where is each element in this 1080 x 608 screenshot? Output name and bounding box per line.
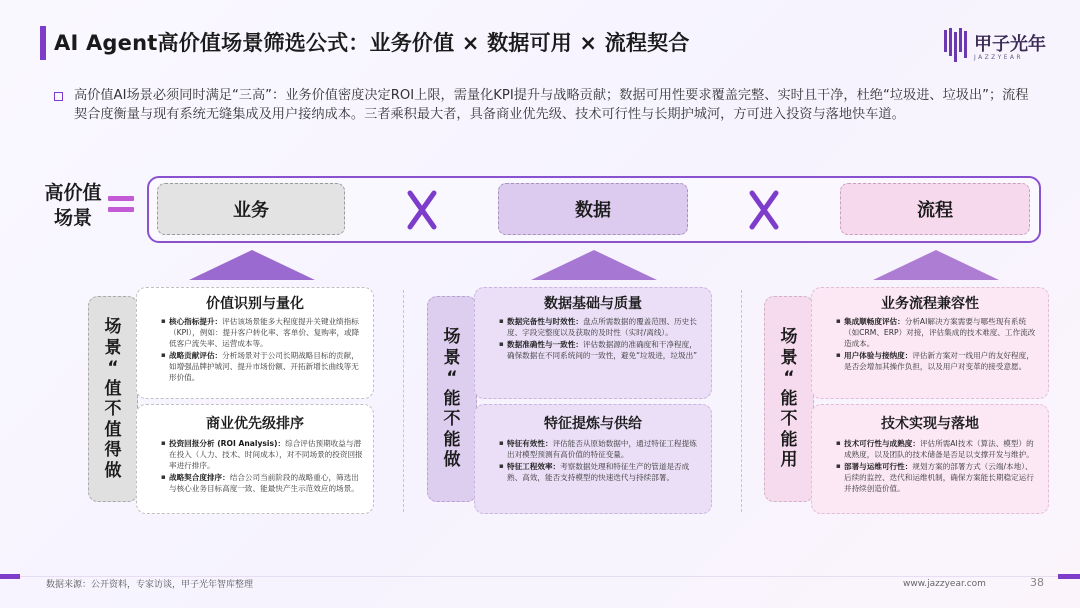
- page-title: AI Agent高价值场景筛选公式：业务价值 × 数据可用 × 流程契合: [54, 31, 690, 55]
- side-label-char: 做: [443, 450, 461, 471]
- list-item: [499, 316, 701, 338]
- list-item: [499, 438, 701, 460]
- list-item: [161, 316, 363, 349]
- card-body: [499, 316, 701, 362]
- item-text: 盘点所需数据的覆盖范围、历史长度、字段完整度以及获取的及时性（实时/离线）。: [507, 317, 697, 337]
- factor-data: 数据: [498, 183, 688, 235]
- item-head: 数据完备性与时效性：: [507, 317, 583, 326]
- column-side-label: [427, 296, 477, 502]
- footer-accent: [1058, 574, 1080, 579]
- item-text: 考察数据处理和特征生产的管道是否成熟、高效，能否支持模型的快速迭代与持续部署。: [507, 462, 690, 482]
- card-tech-implementation: [811, 404, 1049, 514]
- item-text: 综合评估预期收益与潜在投入（人力、技术、时间成本），对不同场景的投资回报率进行排序。: [169, 439, 363, 470]
- list-item: [499, 339, 701, 361]
- triangle-pointer: [873, 250, 999, 280]
- side-label-char: 场: [104, 317, 122, 337]
- card-body: [836, 438, 1038, 495]
- list-item: [836, 316, 1038, 349]
- card-title: 业务流程兼容性: [881, 296, 979, 312]
- logo-subtext: JAZZYEAR: [974, 54, 1023, 61]
- triangle-pointer: [531, 250, 657, 280]
- side-label-char: 不: [443, 409, 461, 430]
- side-label-char: 景: [104, 337, 122, 358]
- list-item: [499, 461, 701, 483]
- item-head: 特征有效性：: [507, 439, 553, 448]
- card-body: [161, 438, 363, 495]
- item-head: 核心指标提升：: [169, 317, 223, 326]
- item-text: 分析场景对于公司长期战略目标的贡献，如增强品牌护城河、提升市场份额、开拓新增长曲线等无形价值。: [169, 351, 359, 382]
- side-label-char: 能: [780, 429, 798, 450]
- side-label-char: 景: [780, 347, 798, 368]
- intro-bullet-icon: [54, 92, 63, 101]
- card-body: [161, 316, 363, 384]
- card-business-priority: [136, 404, 374, 514]
- logo-icon: [944, 28, 970, 62]
- side-label-char: 不: [104, 399, 122, 419]
- card-title: 价值识别与量化: [206, 296, 304, 312]
- card-data-foundation: [474, 287, 712, 399]
- list-item: [836, 461, 1038, 494]
- side-label-char: 值: [104, 419, 122, 440]
- website-link[interactable]: www.jazzyear.com: [903, 579, 986, 589]
- side-label-char: 能: [443, 429, 461, 450]
- item-head: 集成顺畅度评估：: [844, 317, 905, 326]
- item-head: 战略契合度排序：: [169, 473, 230, 482]
- side-label-char: “: [446, 368, 458, 389]
- logo-text: 甲子光年: [974, 34, 1046, 55]
- item-text: 结合公司当前阶段的战略重心，筛选出与核心业务目标高度一致、能最快产生示范效应的场景。: [169, 473, 359, 493]
- item-text: 规划方案的部署方式（云端/本地）、后续的监控、迭代和运维机制，确保方案能长期稳定运行并持续创造价值。: [844, 462, 1034, 493]
- title-accent-bar: [40, 26, 46, 60]
- formula-left-label: 高价值场景: [44, 182, 102, 229]
- card-body: [836, 316, 1038, 373]
- side-label-char: 场: [443, 327, 461, 348]
- list-item: [836, 350, 1038, 372]
- factor-process: 流程: [840, 183, 1030, 235]
- list-item: [161, 472, 363, 494]
- list-item: [161, 350, 363, 383]
- card-process-compatibility: [811, 287, 1049, 399]
- item-head: 用户体验与接纳度：: [844, 351, 913, 360]
- intro-paragraph: 高价值AI场景必须同时满足“三高”：业务价值密度决定ROI上限，需量化KPI提升与战略贡献；数据可用性要求覆盖完整、实时且干净，杜绝“垃圾进、垃圾出”；流程契合度衡量与现有系统无缝集成及用户接纳成本。三者乘积最大者，具备商业优先级、技术可行性与长期护城河，方可进入投资与落地快车道。: [74, 88, 1029, 122]
- triangle-pointer: [189, 250, 315, 280]
- item-head: 技术可行性与成熟度：: [844, 439, 920, 448]
- item-head: 数据准确性与一致性：: [507, 340, 583, 349]
- footer-accent: [0, 574, 20, 579]
- list-item: [836, 438, 1038, 460]
- side-label-char: “: [107, 358, 119, 378]
- item-head: 部署与运维可行性：: [844, 462, 913, 471]
- side-label-char: 能: [780, 388, 798, 409]
- x-mark-icon: [748, 190, 780, 230]
- side-label-char: “: [783, 368, 795, 389]
- item-head: 战略贡献评估：: [169, 351, 223, 360]
- card-value-identification: [136, 287, 374, 399]
- factor-business: 业务: [157, 183, 345, 235]
- card-feature-extraction: [474, 404, 712, 514]
- page-number: 38: [1030, 576, 1044, 589]
- column-divider: [741, 290, 742, 512]
- column-side-label: [88, 296, 138, 502]
- x-mark-icon: [406, 190, 438, 230]
- item-text: 评估该场景能多大程度提升关键业绩指标（KPI），例如：提升客户转化率、客单价、复购率，或降低客户流失率、运营成本等。: [169, 317, 360, 348]
- logo: [944, 26, 1054, 70]
- column-divider: [403, 290, 404, 512]
- item-head: 投资回报分析 (ROI Analysis)：: [169, 439, 286, 448]
- item-text: 评估能否从原始数据中，通过特征工程提炼出对模型预测有高价值的特征变量。: [507, 439, 697, 459]
- side-label-char: 值: [104, 378, 122, 399]
- item-text: 评估数据源的准确度和干净程度，确保数据在不同系统间的一致性，避免“垃圾进，垃圾出”: [507, 340, 698, 360]
- side-label-char: 用: [780, 450, 798, 471]
- side-label-char: 不: [780, 409, 798, 430]
- list-item: [161, 438, 363, 471]
- card-title: 商业优先级排序: [206, 416, 304, 432]
- source-note: 数据来源：公开资料，专家访谈，甲子光年智库整理: [46, 580, 254, 590]
- side-label-char: 做: [104, 460, 122, 481]
- item-text: 分析AI解决方案需要与哪些现有系统（如CRM、ERP）对接，评估集成的技术难度、工作流改造成本。: [844, 317, 1036, 348]
- item-head: 特征工程效率：: [507, 462, 561, 471]
- card-body: [499, 438, 701, 484]
- card-title: 技术实现与落地: [881, 416, 979, 432]
- item-text: 评估新方案对一线用户的友好程度，是否会增加其操作负担，以及用户对变革的接受意愿。: [844, 351, 1034, 371]
- side-label-char: 场: [780, 327, 798, 348]
- column-side-label: [764, 296, 814, 502]
- card-title: 特征提炼与供给: [544, 416, 642, 432]
- side-label-char: 得: [104, 440, 122, 460]
- side-label-char: 景: [443, 347, 461, 368]
- equals-icon: [108, 196, 134, 214]
- card-title: 数据基础与质量: [544, 296, 642, 312]
- side-label-char: 能: [443, 388, 461, 409]
- item-text: 评估所需AI技术（算法、模型）的成熟度，以及团队的技术储备是否足以支撑开发与维护。: [844, 439, 1034, 459]
